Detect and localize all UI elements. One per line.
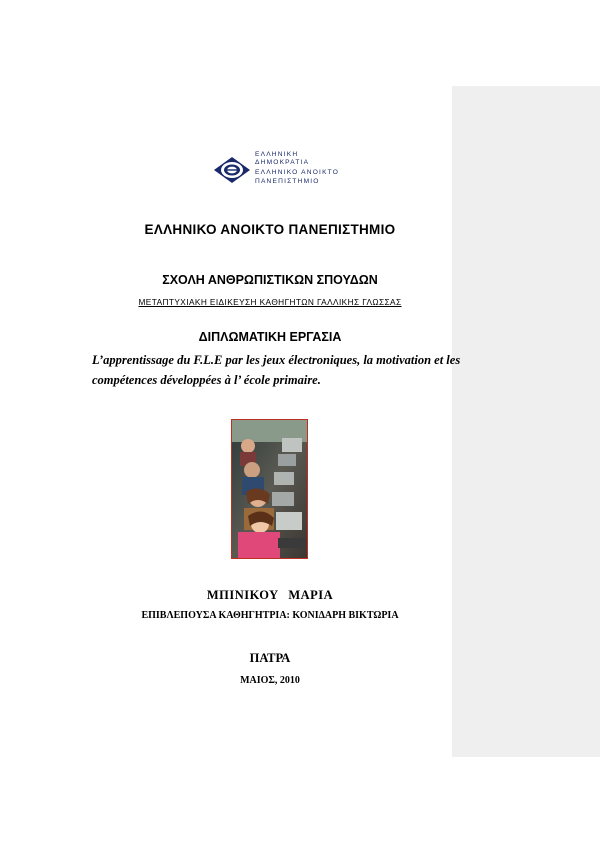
comment-margin-panel [452,86,600,757]
eap-logo-icon [212,154,252,186]
children-at-computers-image [232,420,308,559]
document-type: ΔΙΠΛΩΜΑΤΙΚΗ ΕΡΓΑΣΙΑ [198,330,342,344]
logo-line-3: ΕΛΛΗΝΙΚΟ ΑΝΟΙΚΤΟ [255,169,340,177]
specialization: ΜΕΤΑΠΤΥΧΙΑΚΗ ΕΙΔΙΚΕΥΣΗ ΚΑΘΗΓΗΤΩΝ ΓΑΛΛΙΚΗΣ ΓΛΩΣΣΑΣ [138,297,402,307]
school-name: ΣΧΟΛΗ ΑΝΘΡΩΠΙΣΤΙΚΩΝ ΣΠΟΥΔΩΝ [162,273,378,287]
logo-line-4: ΠΑΝΕΠΙΣΤΗΜΙΟ [255,177,320,185]
logo-text [255,151,339,186]
logo-line-2: ΔΗΜΟΚΡΑΤΙΑ [255,159,310,167]
city: ΠΑΤΡΑ [249,651,291,665]
thesis-title: L’apprentissage du F.L.E par les jeux électroniques, la motivation et les compétences développées à l’ école primaire. [92,353,461,387]
cover-photo [231,419,308,559]
supervisor: ΕΠΙΒΛΕΠΟΥΣΑ ΚΑΘΗΓΗΤΡΙΑ: ΚΟΝΙΔΑΡΗ ΒΙΚΤΩΡΙΑ [141,610,399,621]
university-logo [212,150,342,192]
logo-line-1: ΕΛΛΗΝΙΚΗ [255,151,299,158]
date: ΜΑΙΟΣ, 2010 [240,675,300,686]
university-name: ΕΛΛΗΝΙΚΟ ΑΝΟΙΚΤΟ ΠΑΝΕΠΙΣΤΗΜΙΟ [144,222,396,237]
author-name: ΜΠΙΝΙΚΟΥ ΜΑΡΙΑ [206,588,334,602]
